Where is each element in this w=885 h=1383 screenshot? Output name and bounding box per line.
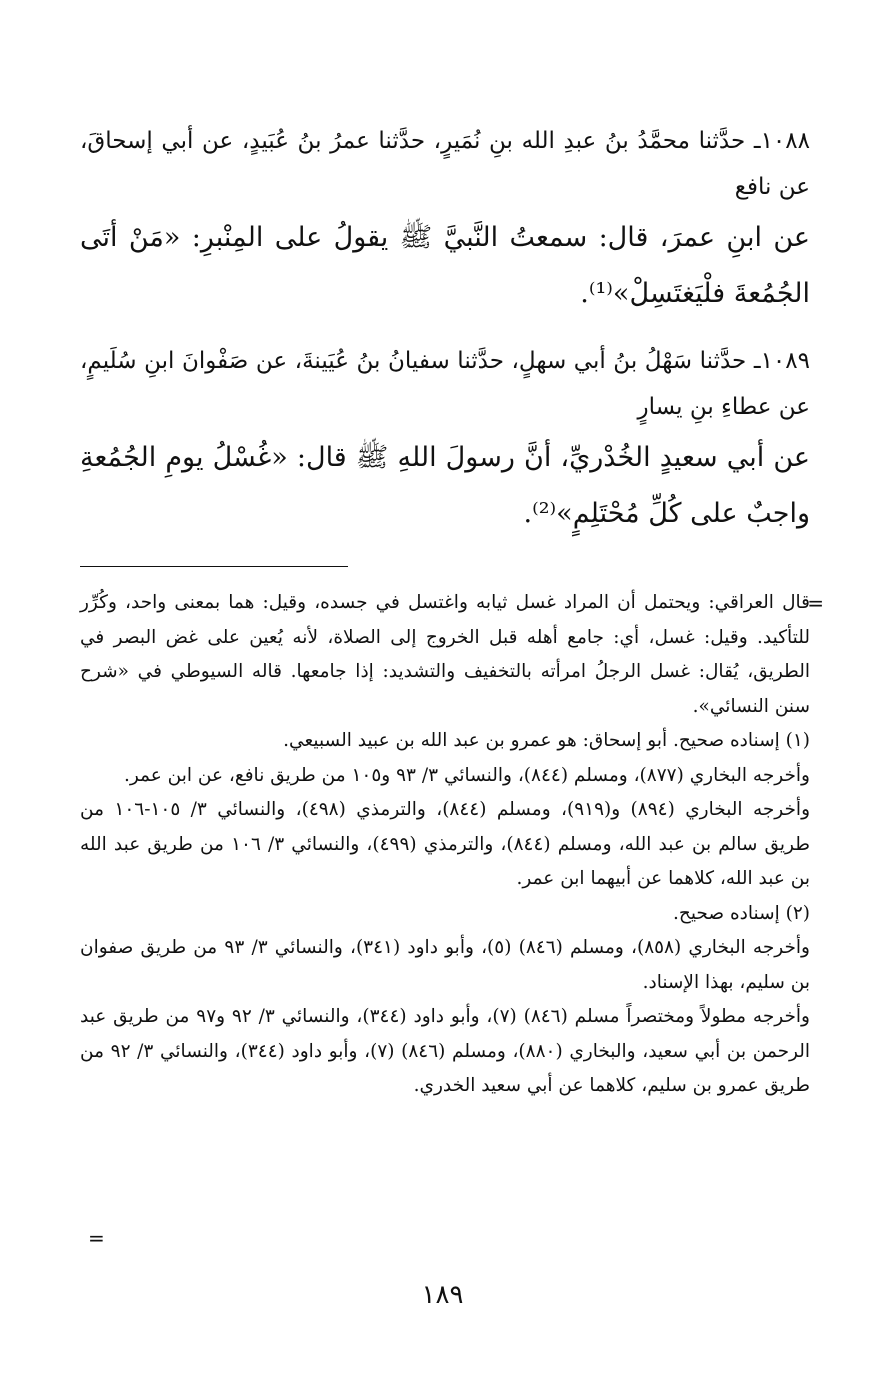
page-number: ١٨٩ — [421, 1280, 464, 1310]
footnote-1-takhrij-b: وأخرجه البخاري (٨٩٤) و(٩١٩)، ومسلم (٨٤٤)، والترمذي (٤٩٨)، والنسائي ٣/ ١٠٥-١٠٦ من طريق سالم بن عبد الله، ومسلم (٨٤٤)، والترمذي (٤٩٩)، والنسائي ٣/ ١٠٦ من طريق عبد الله بن عبد الله، كلاهما عن أبيهما ابن عمر. — [80, 799, 811, 889]
continuation-mark-bottom: = — [88, 1226, 105, 1250]
hadith-1088-isnad: ١٠٨٨ـ حدَّثنا محمَّدُ بنُ عبدِ الله بنِ نُمَيرٍ، حدَّثنا عمرُ بنُ عُبَيدٍ، عن أبي إسحاقَ، عن نافع — [80, 128, 810, 200]
hadith-1089-isnad: ١٠٨٩ـ حدَّثنا سَهْلُ بنُ أبي سهلٍ، حدَّثنا سفيانُ بنُ عُيَينةَ، عن صَفْوانَ ابنِ سُلَيمٍ، عن عطاءِ بنِ يسارٍ — [80, 348, 810, 420]
footnote-2-isnad: (٢) إسناده صحيح. — [673, 902, 810, 924]
footnote-divider — [80, 566, 348, 567]
hadith-1089-matn: عن أبي سعيدٍ الخُدْريِّ، أنَّ رسولَ اللهِ ﷺ قال: «غُسْلُ يومِ الجُمُعةِ واجبٌ على كُلِّ مُحْتَلِمٍ»⁽²⁾. — [80, 442, 810, 529]
footnotes — [80, 586, 824, 1104]
footnote-2-takhrij-a: وأخرجه البخاري (٨٥٨)، ومسلم (٨٤٦) (٥)، وأبو داود (٣٤١)، والنسائي ٣/ ٩٣ من طريق صفوان بن سليم، بهذا الإسناد. — [80, 937, 810, 993]
footnote-2-takhrij-b: وأخرجه مطولاً ومختصراً مسلم (٨٤٦) (٧)، وأبو داود (٣٤٤)، والنسائي ٣/ ٩٢ و٩٧ من طريق عبد الرحمن بن أبي سعيد، والبخاري (٨٨٠)، ومسلم (٨٤٦) (٧)، وأبو داود (٣٤٤)، والنسائي ٣/ ٩٢ من طريق عمرو بن سليم، كلاهما عن أبي سعيد الخدري. — [80, 1006, 811, 1096]
footnote-1-takhrij-a: وأخرجه البخاري (٨٧٧)، ومسلم (٨٤٤)، والنسائي ٣/ ٩٣ و١٠٥ من طريق نافع، عن ابن عمر. — [123, 764, 810, 786]
hadith-1088-matn: عن ابنِ عمرَ، قال: سمعتُ النَّبيَّ ﷺ يقولُ على المِنْبرِ: «مَنْ أتَى الجُمُعةَ فلْيَغتَسِلْ»⁽¹⁾. — [80, 222, 810, 309]
footnote-1-isnad: (١) إسناده صحيح. أبو إسحاق: هو عمرو بن عبد الله بن عبيد السبيعي. — [283, 730, 810, 751]
continuation-mark-top: = — [807, 591, 824, 615]
footnote-carryover — [80, 586, 824, 724]
main-text — [80, 118, 810, 548]
footnote-carryover-text: قال العراقي: ويحتمل أن المراد غسل ثيابه واغتسل في جسده، وقيل: هما بمعنى واحد، وكُرِّر للتأكيد. وقيل: غسل، أي: جامع أهله قبل الخروج إلى الصلاة، لأنه يُعين على غض البصر في الطريق، يُقال: غسل الرجلُ امرأته بالتخفيف والتشديد: إذا جامعها. قاله السيوطي في «شرح سنن النسائي». — [80, 592, 810, 717]
